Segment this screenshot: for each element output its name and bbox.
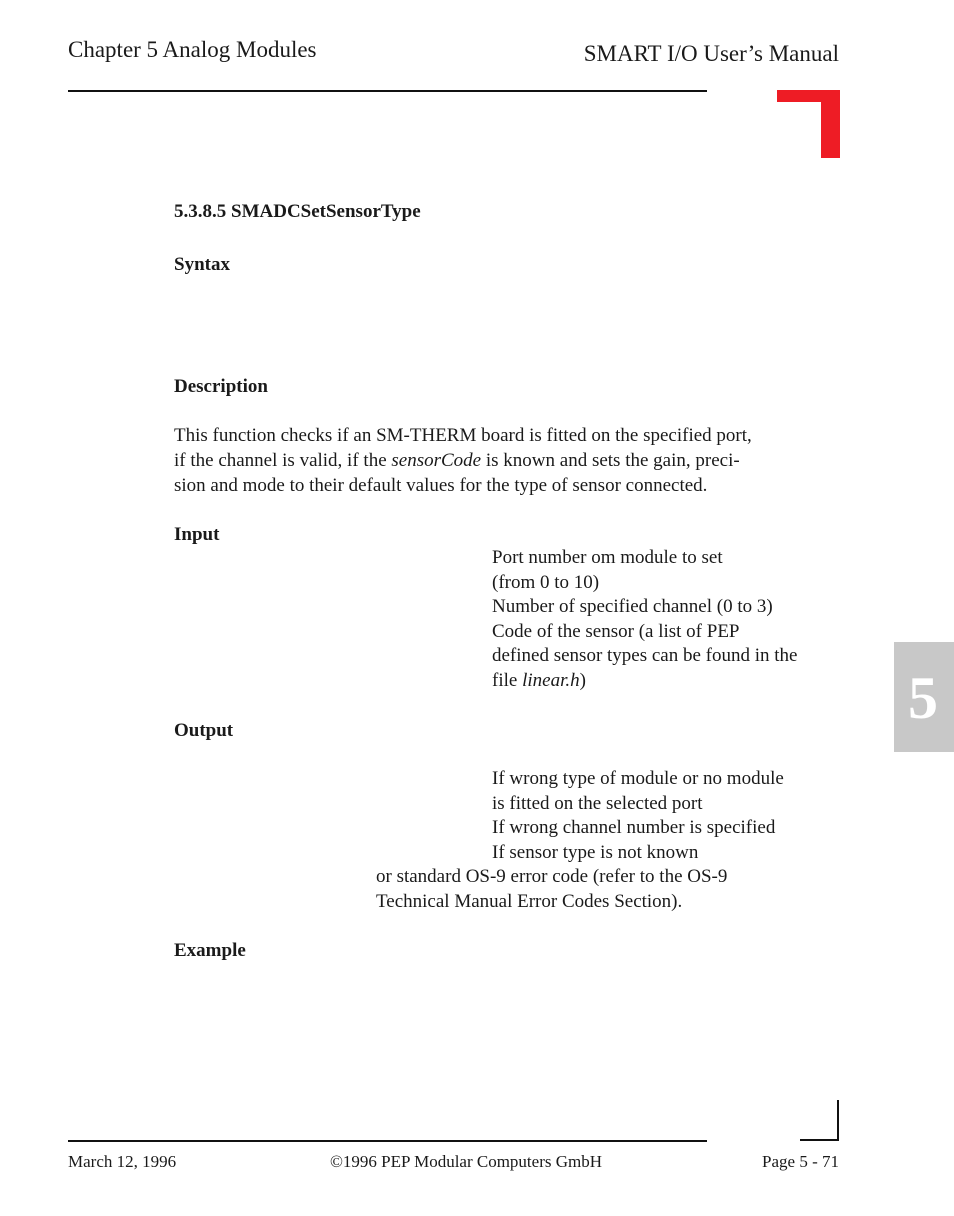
input-line-italic: linear.h: [522, 669, 580, 691]
description-line: [174, 423, 752, 448]
chapter-thumb-tab: [894, 642, 954, 752]
description-line-before: sion and mode to their default values for the type of sensor connected.: [174, 475, 708, 496]
input-parameter-descriptions: [492, 546, 798, 694]
output-line: is fitted on the selected port: [492, 792, 703, 814]
section-title: 5.3.8.5 SMADCSetSensorType: [174, 201, 421, 222]
input-line: [492, 595, 798, 620]
output-extra-line: or standard OS-9 error code (refer to the OS-9: [376, 866, 728, 887]
description-heading: Description: [174, 376, 268, 397]
chapter-thumb-tab-number: 5: [908, 665, 938, 731]
input-line-before: Number of specified channel (0 to 3): [492, 596, 773, 618]
description-line-after: is known and sets the gain, preci-: [481, 450, 740, 471]
output-extra-line: Technical Manual Error Codes Section).: [376, 890, 683, 912]
input-line: [492, 644, 798, 669]
description-line: [174, 448, 752, 473]
description-line-before: This function checks if an SM-THERM board is fitted on the specified port,: [174, 425, 752, 446]
input-line-before: file: [492, 669, 523, 691]
header-rule: [68, 90, 707, 92]
footer-copyright: ©1996 PEP Modular Computers GmbH: [330, 1152, 603, 1171]
output-heading: Output: [174, 720, 234, 741]
output-line: If sensor type is not known: [492, 841, 699, 863]
footer-corner-mark-horizontal: [800, 1139, 839, 1141]
input-line: [492, 571, 798, 596]
output-return-descriptions: [492, 767, 784, 865]
description-paragraph: [174, 423, 752, 498]
output-error-code-note: [376, 865, 727, 914]
input-line-before: Code of the sensor (a list of PEP: [492, 620, 740, 642]
output-line: If wrong channel number is specified: [492, 817, 776, 839]
red-corner-mark-side: [821, 90, 840, 158]
footer-date: March 12, 1996: [68, 1152, 177, 1171]
input-line-before: Port number om module to set: [492, 547, 723, 568]
output-line: If wrong type of module or no module: [492, 768, 784, 789]
input-line-before: defined sensor types can be found in the: [492, 645, 798, 667]
example-heading: Example: [174, 940, 246, 961]
manual-title: SMART I/O User’s Manual: [583, 41, 839, 66]
syntax-heading: Syntax: [174, 254, 230, 275]
footer-corner-mark-vertical: [837, 1100, 839, 1141]
description-line-italic: sensorCode: [391, 450, 482, 471]
footer-rule: [68, 1140, 707, 1142]
description-line: [174, 473, 752, 498]
input-line: [492, 546, 798, 571]
input-line-after: ): [579, 669, 586, 691]
description-line-before: if the channel is valid, if the: [174, 450, 392, 471]
input-line: [492, 669, 798, 694]
input-heading: Input: [174, 524, 220, 545]
chapter-title: Chapter 5 Analog Modules: [68, 37, 317, 62]
footer-page-number: Page 5 - 71: [762, 1152, 839, 1171]
input-line: [492, 620, 798, 645]
input-line-before: (from 0 to 10): [492, 571, 600, 593]
